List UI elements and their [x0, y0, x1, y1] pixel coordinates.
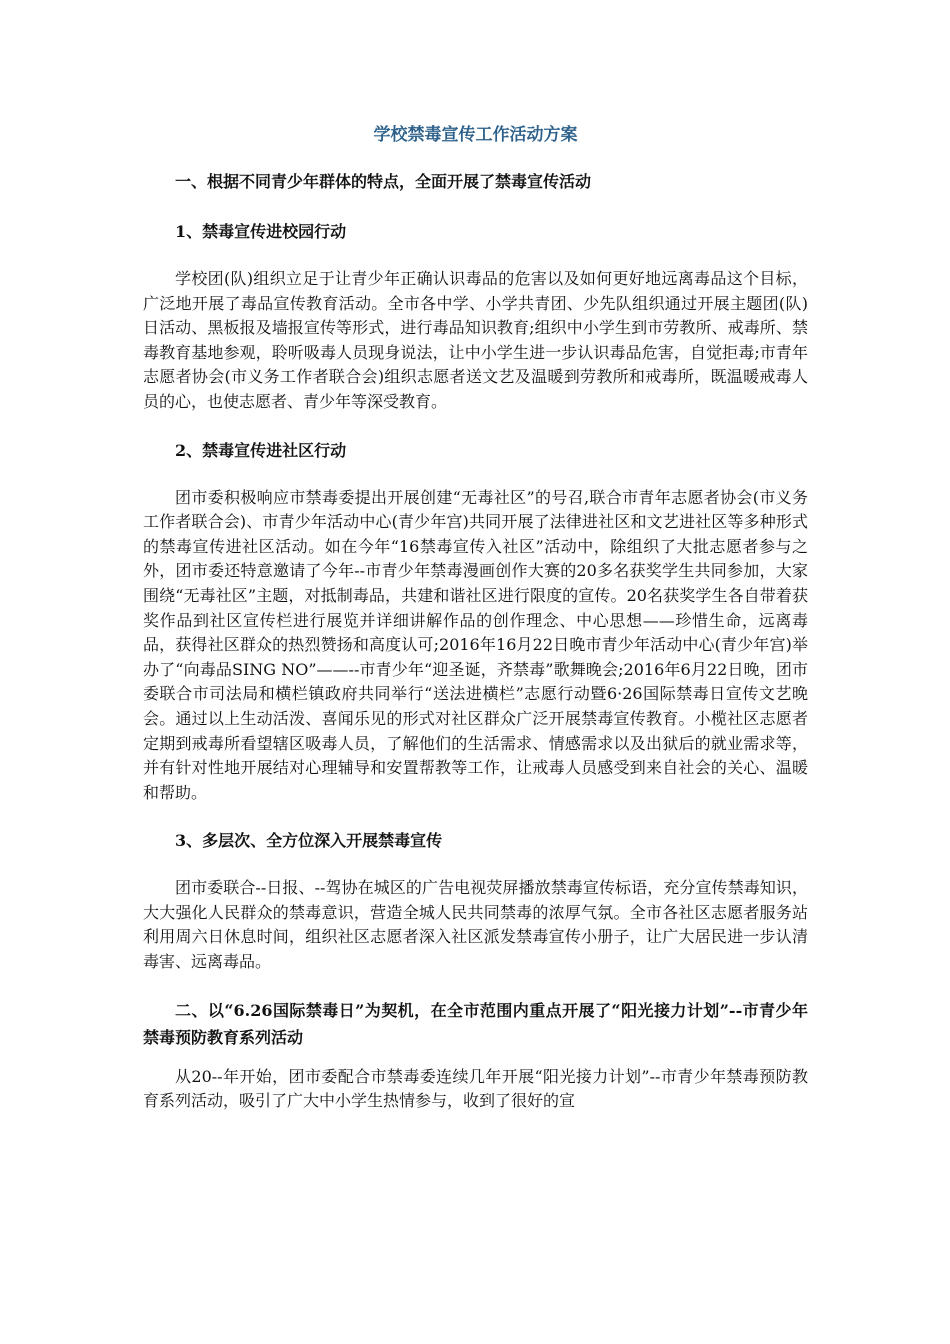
document-title: 学校禁毒宣传工作活动方案 — [373, 125, 578, 145]
subsection-3-heading: 3、多层次、全方位深入开展禁毒宣传 — [175, 831, 443, 851]
section-1-heading: 一、根据不同青少年群体的特点，全面开展了禁毒宣传活动 — [175, 172, 592, 191]
section-2-heading: 二、以“6.26国际禁毒日”为契机，在全市范围内重点开展了“阳光接力计划”--市青少年禁毒预防教育系列活动 — [143, 1000, 808, 1047]
subsection-1-paragraph: 学校团(队)组织立足于让青少年正确认识毒品的危害以及如何更好地远离毒品这个目标，广泛地开展了毒品宣传教育活动。全市各中学、小学共青团、少先队组织通过开展主题团(队)日活动、黑板报及墙报宣传等形式，进行毒品知识教育;组织中小学生到市劳教所、戒毒所、禁毒教育基地参观，聆听吸毒人员现身说法，让中小学生进一步认识毒品危害，自觉拒毒;市青年志愿者协会(市义务工作者联合会)组织志愿者送文艺及温暖到劳教所和戒毒所，既温暖戒毒人员的心，也使志愿者、青少年等深受教育。 — [143, 269, 808, 411]
subsection-3-paragraph: 团市委联合--日报、--驾协在城区的广告电视荧屏播放禁毒宣传标语，充分宣传禁毒知识，大大强化人民群众的禁毒意识，营造全城人民共同禁毒的浓厚气氛。全市各社区志愿者服务站利用周六日休息时间，组织社区志愿者深入社区派发禁毒宣传小册子，让广大居民进一步认清毒害、远离毒品。 — [143, 878, 808, 972]
document-page — [143, 122, 808, 1136]
section-2-paragraph: 从20--年开始，团市委配合市禁毒委连续几年开展“阳光接力计划”--市青少年禁毒预防教育系列活动，吸引了广大中小学生热情参与，收到了很好的宣 — [143, 1066, 808, 1111]
subsection-2-paragraph: 团市委积极响应市禁毒委提出开展创建“无毒社区”的号召,联合市青年志愿者协会(市义务工作者联合会)、市青少年活动中心(青少年宫)共同开展了法律进社区和文艺进社区等多种形式的禁毒宣传进社区活动。如在今年“16禁毒宣传入社区”活动中，除组织了大批志愿者参与之外，团市委还特意邀请了今年--市青少年禁毒漫画创作大赛的20多名获奖学生共同参加，大家围绕“无毒社区”主题，对抵制毒品，共建和谐社区进行限度的宣传。20名获奖学生各自带着获奖作品到社区宣传栏进行展览并详细讲解作品的创作理念、中心思想——珍惜生命，远离毒品，获得社区群众的热烈赞扬和高度认可;2016年16月22日晚市青少年活动中心(青少年宫)举办了“向毒品SING NO”——--市青少年“迎圣诞，齐禁毒”歌舞晚会;2016年6月22日晚，团市委联合市司法局和横栏镇政府共同举行“送法进横栏”志愿行动暨6·26国际禁毒日宣传文艺晚会。通过以上生动活泼、喜闻乐见的形式对社区群众广泛开展禁毒宣传教育。小榄社区志愿者定期到戒毒所看望辖区吸毒人员，了解他们的生活需求、情感需求以及出狱后的就业需求等，并有针对性地开展结对心理辅导和安置帮教等工作，让戒毒人员感受到来自社会的关心、温暖和帮助。 — [143, 487, 808, 802]
subsection-2-heading: 2、禁毒宣传进社区行动 — [175, 440, 347, 460]
subsection-1-heading: 1、禁毒宣传进校园行动 — [175, 222, 347, 241]
